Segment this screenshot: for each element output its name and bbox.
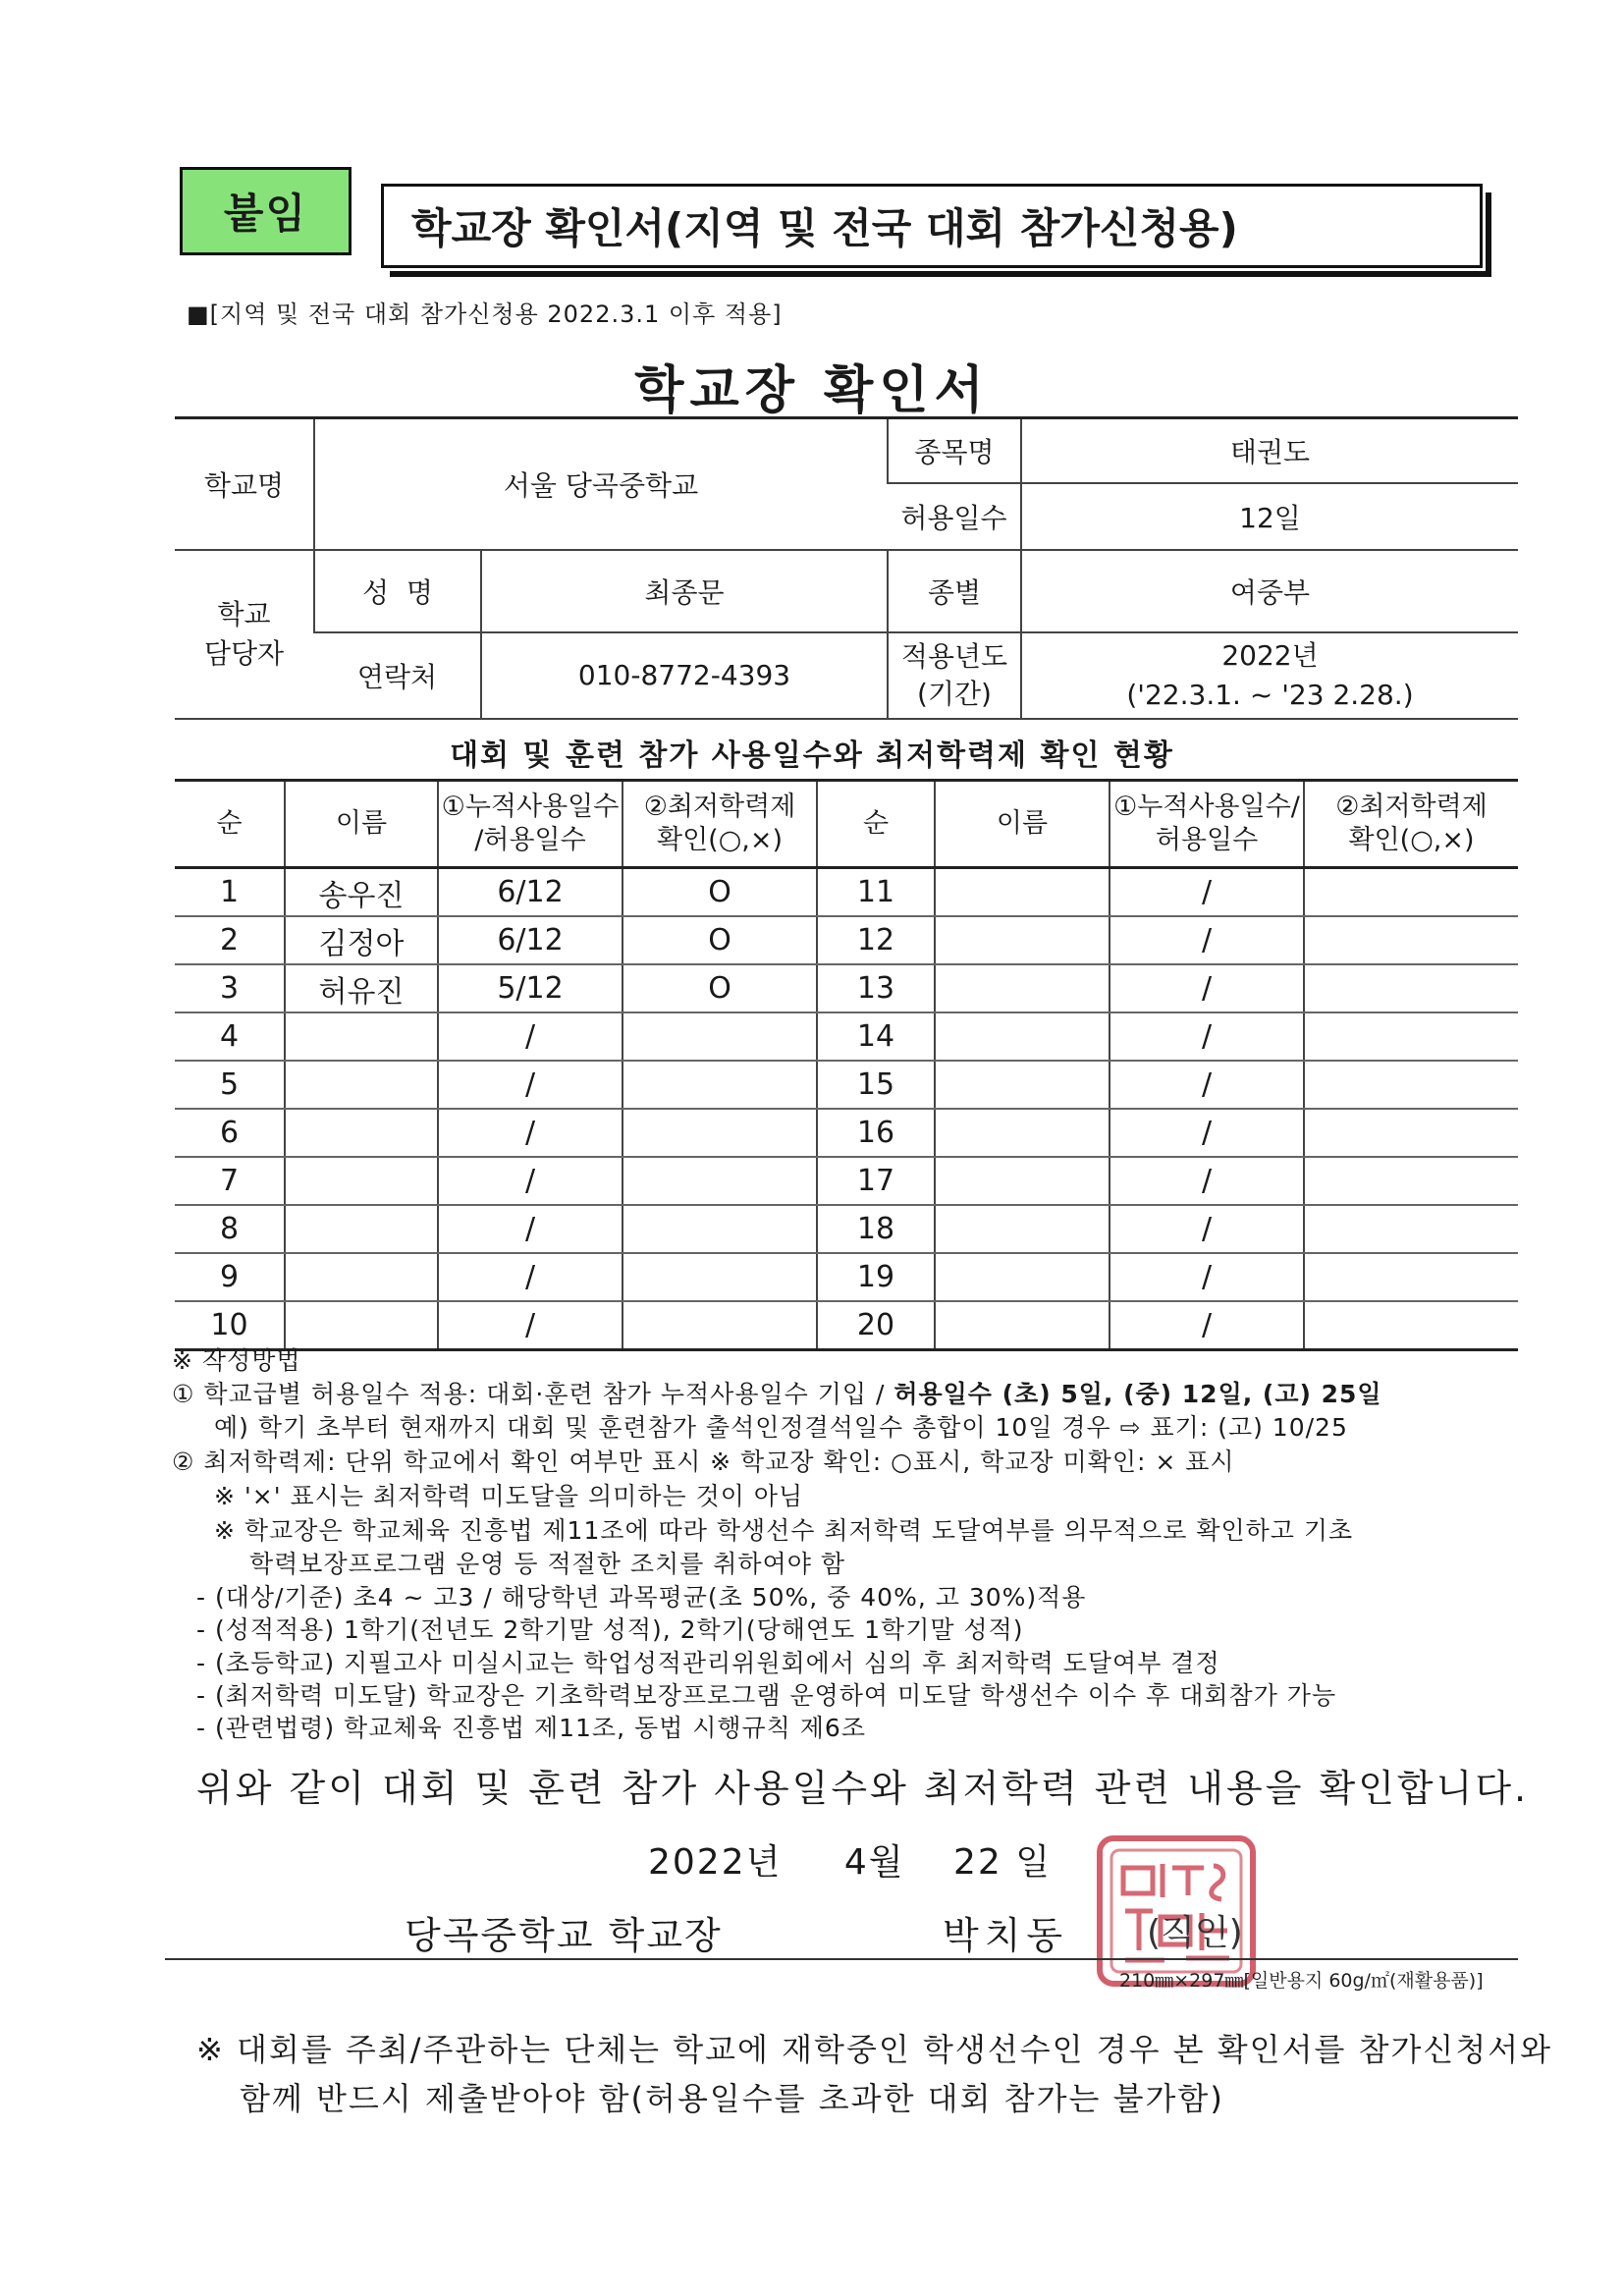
row-name: [935, 1253, 1110, 1301]
row-days: /: [1110, 1012, 1304, 1061]
row-no: 13: [817, 964, 935, 1012]
row-days: /: [1110, 1061, 1304, 1109]
row-name: [285, 1157, 438, 1205]
instruction-item-1-text: ① 학교급별 허용일수 적용: 대회·훈련 참가 누적사용일수 기입 /: [172, 1380, 894, 1408]
row-name: [935, 1301, 1110, 1350]
row-check: O: [623, 964, 817, 1012]
paper-spec: 210㎜×297㎜[일반용지 60g/㎡(재활용품)]: [1119, 1970, 1484, 1992]
signer-title: 당곡중학교 학교장: [405, 1914, 723, 1957]
row-check: [623, 1061, 817, 1109]
row-no: 16: [817, 1109, 935, 1157]
seal-placeholder: (직인): [1147, 1913, 1243, 1953]
row-check: O: [623, 868, 817, 917]
principal-name: 박치동: [943, 1914, 1069, 1957]
date-year: 2022년: [648, 1842, 783, 1883]
row-days: /: [1110, 1253, 1304, 1301]
row-days: /: [438, 1205, 623, 1253]
contact-label: 연락처: [314, 632, 481, 719]
row-name: [285, 1205, 438, 1253]
instruction-dash-5: - (관련법령) 학교체육 진흥법 제11조, 동법 시행규칙 제6조: [196, 1714, 866, 1742]
row-days: /: [438, 1157, 623, 1205]
row-no: 9: [175, 1253, 285, 1301]
signature-divider: [165, 1958, 1518, 1960]
date-day: 22 일: [953, 1842, 1053, 1883]
manager-name-value: 최종문: [481, 550, 888, 632]
page-title: 학교장 확인서: [634, 361, 990, 420]
table-row: [175, 1109, 1518, 1157]
col-no-right: 순: [817, 781, 935, 868]
col-check-right: ②최저학력제 확인(○,×): [1304, 781, 1518, 868]
row-name: [285, 1061, 438, 1109]
row-name: [935, 1157, 1110, 1205]
row-days: /: [438, 1012, 623, 1061]
row-check: [1304, 1157, 1518, 1205]
issue-date: [648, 1834, 1052, 1885]
row-no: 17: [817, 1157, 935, 1205]
col-no: 순: [175, 781, 285, 868]
row-days: /: [1110, 1205, 1304, 1253]
category-value: 여중부: [1021, 550, 1518, 632]
school-name-label: 학교명: [175, 418, 314, 550]
period-value: 2022년 ('22.3.1. ~ '23 2.28.): [1021, 632, 1518, 719]
table-row: [175, 1061, 1518, 1109]
row-check: [623, 1205, 817, 1253]
allowed-days-value: 12일: [1021, 483, 1518, 550]
row-name: [285, 1301, 438, 1350]
date-month: 4월: [843, 1842, 905, 1883]
row-no: 7: [175, 1157, 285, 1205]
instruction-dash-3: - (초등학교) 지필고사 미실시교는 학업성적관리위원회에서 심의 후 최저학력 도달여부 결정: [196, 1649, 1220, 1677]
row-no: 20: [817, 1301, 935, 1350]
document-header-title: 학교장 확인서(지역 및 전국 대회 참가신청용): [381, 184, 1483, 268]
row-name: [935, 1109, 1110, 1157]
instruction-dash-2: - (성적적용) 1학기(전년도 2학기말 성적), 2학기(당해연도 1학기말 성적): [196, 1615, 1024, 1644]
footer-note-line-1: ※ 대회를 주최/주관하는 단체는 학교에 재학중인 학생선수인 경우 본 확인서를 참가신청서와: [196, 2031, 1553, 2068]
event-label: 종목명: [888, 418, 1021, 483]
row-no: 4: [175, 1012, 285, 1061]
col-name-right: 이름: [935, 781, 1110, 868]
manager-label: 학교 담당자: [175, 550, 314, 719]
row-name: [935, 1205, 1110, 1253]
row-check: O: [623, 916, 817, 964]
row-name: [285, 1253, 438, 1301]
table-row: [175, 1301, 1518, 1350]
school-name-value: 서울 당곡중학교: [314, 418, 888, 550]
row-days: /: [1110, 868, 1304, 917]
row-check: [623, 1301, 817, 1350]
table-row: [175, 1157, 1518, 1205]
row-check: [623, 1012, 817, 1061]
row-days: /: [438, 1061, 623, 1109]
row-days: /: [1110, 1301, 1304, 1350]
instruction-dash-4: - (최저학력 미도달) 학교장은 기초학력보장프로그램 운영하여 미도달 학생선수 이수 후 대회참가 가능: [196, 1681, 1337, 1710]
col-name: 이름: [285, 781, 438, 868]
row-no: 1: [175, 868, 285, 917]
row-no: 2: [175, 916, 285, 964]
row-check: [1304, 1301, 1518, 1350]
instruction-item-2: ② 최저학력제: 단위 학교에서 확인 여부만 표시 ※ 학교장 확인: ○표시, 학교장 미확인: × 표시: [172, 1448, 1235, 1476]
instruction-item-1: [172, 1380, 1382, 1409]
table-row: [175, 868, 1518, 917]
row-days: /: [438, 1109, 623, 1157]
instructions-heading: ※ 작성방법: [172, 1346, 301, 1375]
row-check: [623, 1157, 817, 1205]
footer-note-line-2: 함께 반드시 제출받아야 함(허용일수를 초과한 대회 참가는 불가함): [240, 2080, 1224, 2117]
instruction-item-1-allowed: 허용일수 (초) 5일, (중) 12일, (고) 25일: [893, 1380, 1382, 1408]
row-check: [623, 1109, 817, 1157]
row-check: [1304, 868, 1518, 917]
row-days: /: [1110, 964, 1304, 1012]
table-row: [175, 1205, 1518, 1253]
row-no: 5: [175, 1061, 285, 1109]
row-check: [1304, 916, 1518, 964]
instruction-item-2-note-2: ※ 학교장은 학교체육 진흥법 제11조에 따라 학생선수 최저학력 도달여부를 의무적으로 확인하고 기초: [214, 1516, 1354, 1545]
row-check: [1304, 964, 1518, 1012]
row-no: 14: [817, 1012, 935, 1061]
row-no: 12: [817, 916, 935, 964]
row-no: 11: [817, 868, 935, 917]
attachment-badge: 붙임: [180, 167, 352, 255]
instruction-dash-1: - (대상/기준) 초4 ~ 고3 / 해당학년 과목평균(초 50%, 중 40%, 고 30%)적용: [196, 1583, 1087, 1612]
row-name: [935, 1061, 1110, 1109]
category-label: 종별: [888, 550, 1021, 632]
row-check: [1304, 1205, 1518, 1253]
row-days: 6/12: [438, 916, 623, 964]
col-days-right: ①누적사용일수/ 허용일수: [1110, 781, 1304, 868]
row-check: [1304, 1253, 1518, 1301]
row-name: [935, 916, 1110, 964]
instruction-item-1-example: 예) 학기 초부터 현재까지 대회 및 훈련참가 출석인정결석일수 총합이 10일 경우 ⇨ 표기: (고) 10/25: [214, 1413, 1348, 1442]
row-days: /: [1110, 1157, 1304, 1205]
row-no: 18: [817, 1205, 935, 1253]
period-label: 적용년도 (기간): [888, 632, 1021, 719]
row-name: [285, 1109, 438, 1157]
applicability-note: ■[지역 및 전국 대회 참가신청용 2022.3.1 이후 적용]: [187, 301, 783, 328]
row-no: 6: [175, 1109, 285, 1157]
row-days: /: [1110, 916, 1304, 964]
manager-name-label: 성 명: [314, 550, 481, 632]
row-no: 10: [175, 1301, 285, 1350]
row-name: 송우진: [285, 868, 438, 917]
table-row: [175, 1253, 1518, 1301]
row-check: [623, 1253, 817, 1301]
col-check: ②최저학력제 확인(○,×): [623, 781, 817, 868]
col-days: ①누적사용일수 /허용일수: [438, 781, 623, 868]
row-name: [285, 1012, 438, 1061]
row-days: /: [438, 1301, 623, 1350]
row-days: 6/12: [438, 868, 623, 917]
row-name: [935, 1012, 1110, 1061]
allowed-days-label: 허용일수: [888, 483, 1021, 550]
row-name: [935, 964, 1110, 1012]
row-no: 19: [817, 1253, 935, 1301]
participation-status-table: [175, 779, 1518, 1351]
row-name: 허유진: [285, 964, 438, 1012]
table-row: [175, 1012, 1518, 1061]
school-info-table: [175, 416, 1518, 720]
contact-value: 010-8772-4393: [481, 632, 888, 719]
row-no: 3: [175, 964, 285, 1012]
row-check: [1304, 1012, 1518, 1061]
row-name: 김정아: [285, 916, 438, 964]
row-check: [1304, 1061, 1518, 1109]
table-row: [175, 964, 1518, 1012]
row-name: [935, 868, 1110, 917]
row-days: 5/12: [438, 964, 623, 1012]
section-title: 대회 및 훈련 참가 사용일수와 최저학력제 확인 현황: [450, 738, 1174, 773]
row-no: 8: [175, 1205, 285, 1253]
instruction-item-2-note-1: ※ '×' 표시는 최저학력 미도달을 의미하는 것이 아님: [214, 1482, 804, 1510]
row-no: 15: [817, 1061, 935, 1109]
table-row: [175, 916, 1518, 964]
row-days: /: [1110, 1109, 1304, 1157]
row-days: /: [438, 1253, 623, 1301]
event-value: 태권도: [1021, 418, 1518, 483]
row-check: [1304, 1109, 1518, 1157]
instruction-item-2-note-2-cont: 학력보장프로그램 운영 등 적절한 조치를 취하여야 함: [249, 1550, 845, 1578]
confirmation-statement: 위와 같이 대회 및 훈련 참가 사용일수와 최저학력 관련 내용을 확인합니다.: [196, 1767, 1530, 1810]
